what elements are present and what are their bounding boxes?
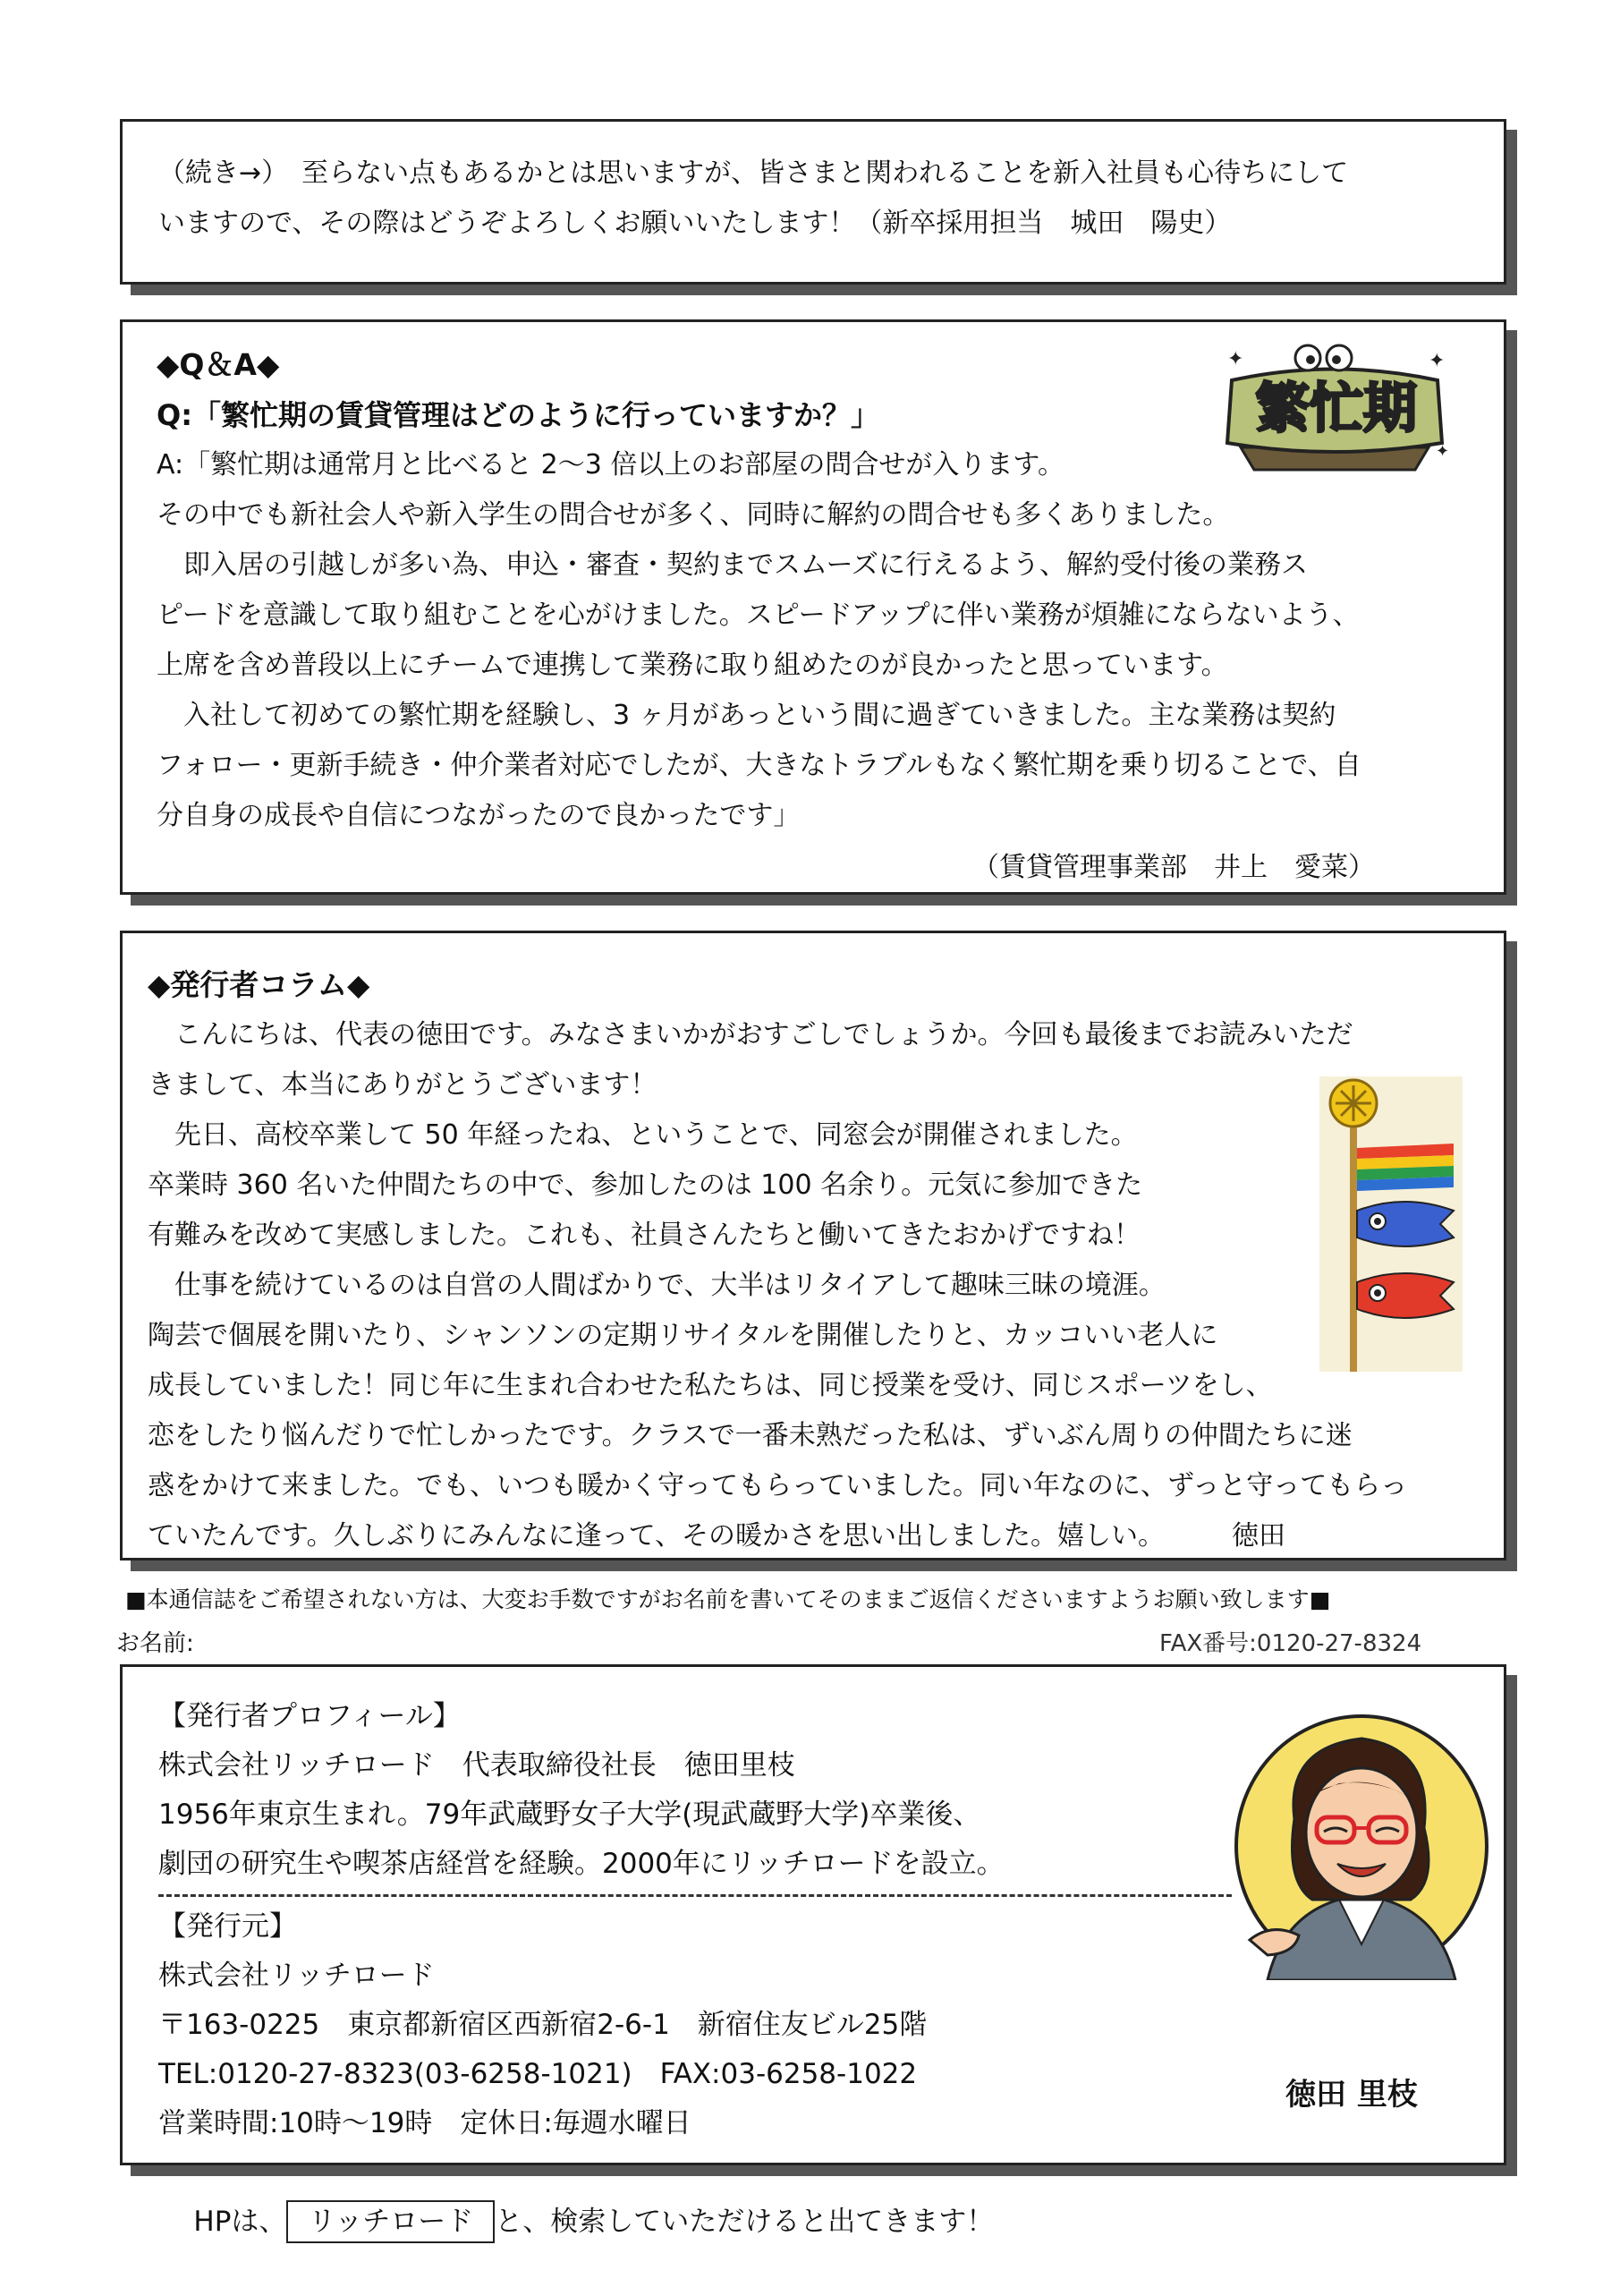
publisher-line: 株式会社リッチロード [158,1960,435,1992]
profile-divider [158,1894,1232,1897]
qa-answer-line: 分自身の成長や自信につながったので良かったです」 [157,800,801,831]
column-line: 先日、高校卒業して 50 年経ったね、ということで、同窓会が開催されました。 [148,1119,1138,1151]
svg-text:✦: ✦ [1227,348,1244,370]
qa-heading: ◆Q＆A◆ [157,347,280,382]
publisher-phone: TEL:0120-27-8323(03-6258-1021) FAX:03-6258-1022 [158,2058,918,2090]
profile-line: 1956年東京生まれ。79年武蔵野女子大学(現武蔵野大学)卒業後、 [158,1799,981,1831]
column-line: ていたんです。久しぶりにみんなに逢って、その暖かさを思い出しました。嬉しい。 徳田 [148,1520,1285,1552]
publisher-address: 〒163-0225 東京都新宿区西新宿2-6-1 新宿住友ビル25階 [158,2009,928,2041]
portrait-illustration [1232,1712,1491,1980]
profile-heading: 【発行者プロフィール】 [158,1700,461,1732]
column-line: 陶芸で個展を開いたり、シャンソンの定期リサイタルを開催したりと、カッコいい老人に [148,1320,1218,1351]
profile-line: 劇団の研究生や喫茶店経営を経験。2000年にリッチロードを設立。 [158,1848,1005,1880]
continuation-line-1: （続き→） 至らない点もあるかとは思いますが、皆さまと関われることを新入社員も心待ちにして [158,157,1349,189]
koinobori-illustration [1319,1076,1463,1372]
column-line: こんにちは、代表の徳田です。みなさまいかがおすごしでしょうか。今回も最後までお読みいただ [148,1019,1353,1050]
column-line: 卒業時 360 名いた仲間たちの中で、参加したのは 100 名余り。元気に参加できた [148,1169,1143,1201]
svg-text:✦: ✦ [1429,350,1446,372]
qa-box [120,319,1506,895]
column-line: 成長していました！同じ年に生まれ合わせた私たちは、同じ授業を受け、同じスポーツをし、 [148,1370,1273,1401]
qa-answer-line: 上席を含め普段以上にチームで連携して業務に取り組めたのが良かったと思っています。 [157,650,1228,681]
hp-line [158,2148,1504,2296]
hp-suffix: と、検索していただけると出てきます！ [495,2206,995,2238]
qa-answer-line: 即入居の引越しが多い為、申込・審査・契約までスムーズに行えるよう、解約受付後の業務ス [157,549,1308,581]
busy-season-badge-text: 繁忙期 [1256,378,1417,440]
profile-line: 株式会社リッチロード 代表取締役社長 徳田里枝 [158,1749,795,1782]
fax-number: FAX番号:0120-27-8324 [1159,1630,1422,1657]
publisher-heading: 【発行元】 [158,1910,297,1943]
svg-text:✦: ✦ [1436,442,1450,461]
column-box [120,931,1506,1560]
hp-search-keyword: リッチロード [286,2200,495,2243]
qa-answer-line: ピードを意識して取り組むことを心がけました。スピードアップに伴い業務が煩雑にならないよう、 [157,600,1360,631]
busy-season-illustration [1214,340,1455,474]
column-line: きまして、本当にありがとうございます！ [148,1069,657,1101]
name-label: お名前: [116,1630,194,1657]
qa-signature: （賃貸管理事業部 井上 愛菜） [972,852,1375,883]
qa-answer-line: その中でも新社会人や新入学生の問合せが多く、同時に解約の問合せも多くありました。 [157,499,1230,531]
profile-box [120,1664,1506,2238]
continuation-box [120,119,1506,285]
column-heading: ◆発行者コラム◆ [148,967,370,1002]
portrait-caption: 徳田 里枝 [1285,2077,1418,2113]
qa-question: Q:「繁忙期の賃貸管理はどのように行っていますか？」 [157,398,880,432]
qa-answer-line: 入社して初めての繁忙期を経験し、3 ヶ月があっという間に過ぎていきました。主な業務は契約 [157,700,1336,731]
qa-answer-line: A:「繁忙期は通常月と比べると 2～3 倍以上のお部屋の問合せが入ります。 [157,449,1064,480]
unsubscribe-notice: ■本通信誌をご希望されない方は、大変お手数ですがお名前を書いてそのままご返信くださいますようお願い致します■ [125,1586,1331,1612]
qa-answer-line: フォロー・更新手続き・仲介業者対応でしたが、大きなトラブルもなく繁忙期を乗り切ることで、自 [157,750,1361,781]
column-line: 恋をしたり悩んだりで忙しかったです。クラスで一番未熟だった私は、ずいぶん周りの仲間たちに迷 [148,1420,1353,1451]
column-line: 有難みを改めて実感しました。これも、社員さんたちと働いてきたおかげですね！ [148,1220,1141,1251]
hp-prefix: HPは、 [193,2206,287,2238]
column-line: 仕事を続けているのは自営の人間ばかりで、大半はリタイアして趣味三昧の境涯。 [148,1270,1166,1301]
publisher-hours: 営業時間:10時～19時 定休日:毎週水曜日 [158,2107,691,2139]
column-line: 惑をかけて来ました。でも、いつも暖かく守ってもらっていました。同い年なのに、ずっと守ってもらっ [148,1470,1408,1501]
continuation-line-2: いますので、その際はどうぞよろしくお願いいたします！（新卒採用担当 城田 陽史） [158,208,1232,239]
